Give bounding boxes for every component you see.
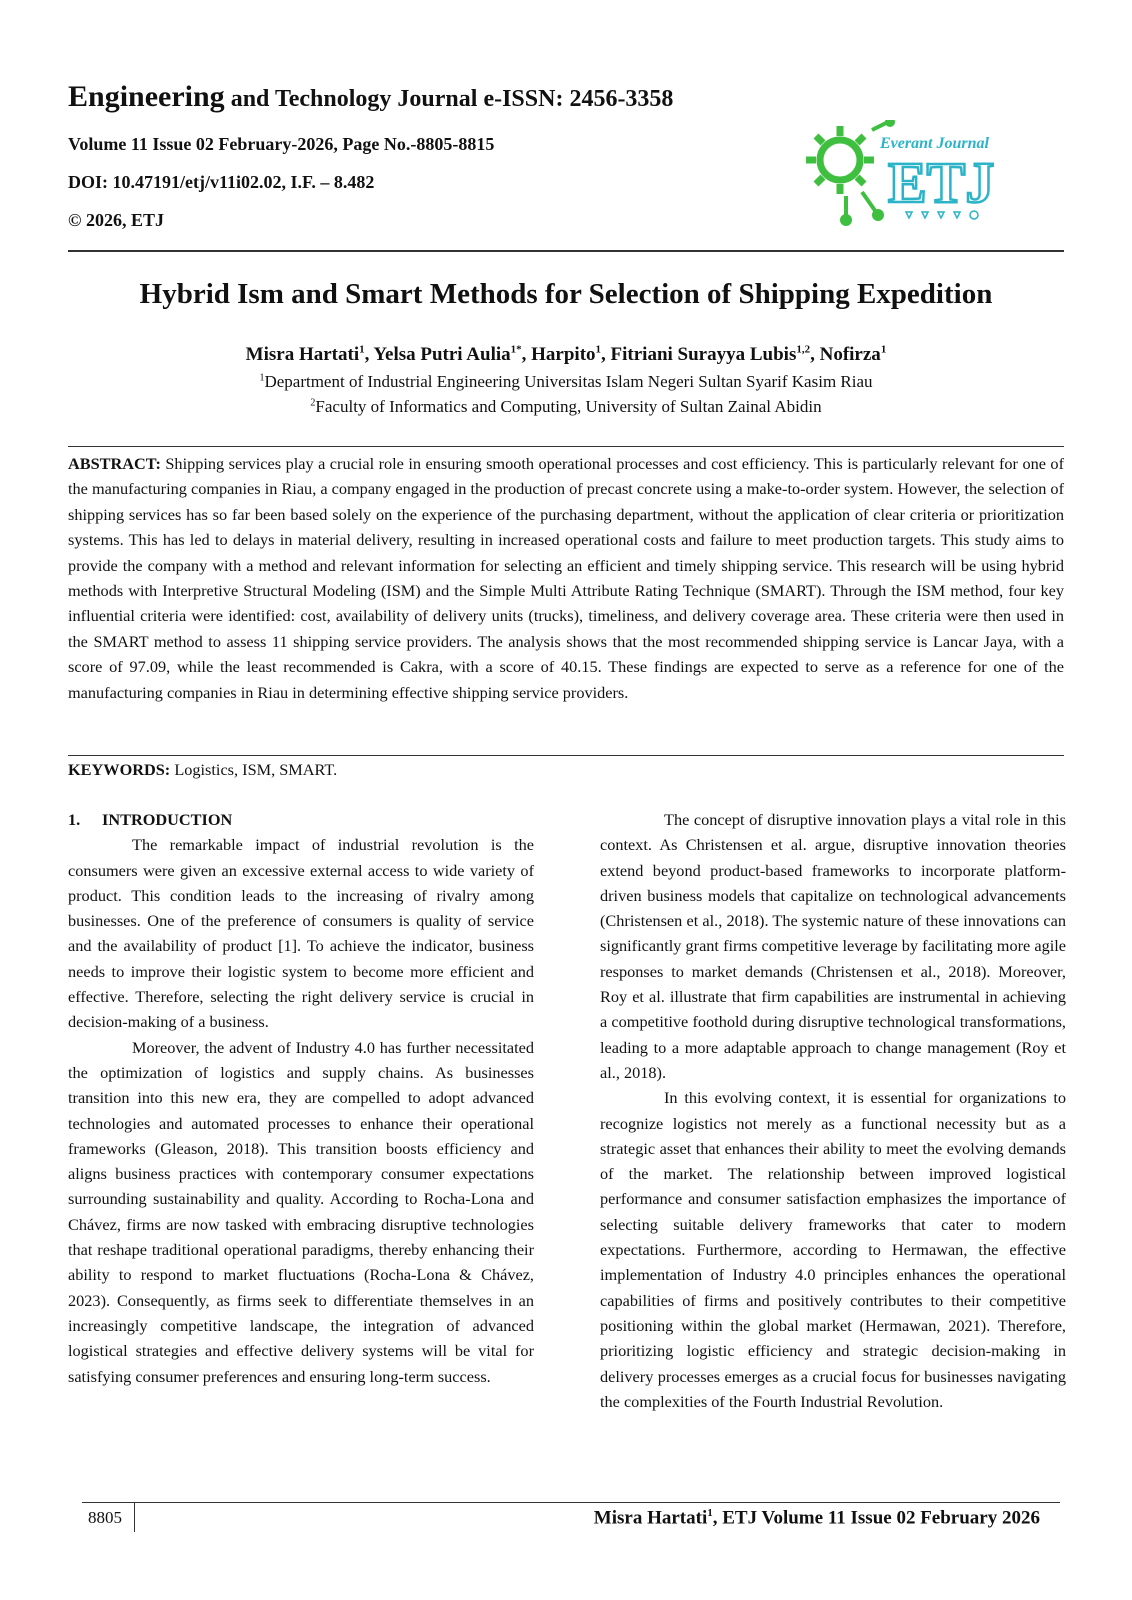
paper-title: Hybrid Ism and Smart Methods for Selection of Shipping Expedition <box>139 278 993 310</box>
logo-main-text: ETJ <box>888 150 995 215</box>
running-footer: Misra Hartati$^1$, ETJ Volume 11 Issue 02 February 2026 <box>593 1507 1040 1529</box>
paragraph-left-2: Moreover, the advent of Industry 4.0 has further necessitated the optimization of logistics and supply chains. As businesses transition into this new era, they are compelled to adopt advanced technologies and automated processes to enhance their operational frameworks (Gleason, 2018). This transition boosts efficiency and aligns business practices with contemporary consumer expectations surrounding sustainability and quality. According to Rocha-Lona and Chávez, firms are now tasked with embracing disruptive technologies that reshape traditional operational paradigms, thereby enhancing their ability to respond to market fluctuations (Rocha-Lona & Chávez, 2023). Consequently, as firms seek to differentiate themselves in an increasingly competitive landscape, the integration of advanced logistical strategies and effective delivery systems will be vital for satisfying consumer preferences and ensuring long-term success. <box>68 1037 534 1386</box>
author-2: Yelsa Putri Aulia$^{1*}$, <box>373 344 532 366</box>
abstract-top-rule <box>68 446 1064 447</box>
paragraph-right-1: The concept of disruptive innovation plays a vital role in this context. As Christensen et al. argue, disruptive innovation theories extend beyond product-based frameworks to incorporate platform-driven business models that capitalize on technological advancements (Christensen et al., 2018). The systemic nature of these innovations can significantly grant firms competitive leverage by facilitating more agile responses to market demands (Christensen et al., 2018). Moreover, Roy et al. illustrate that firm capabilities are instrumental in achieving a competitive foothold during disruptive technological transformations, leading to a more adaptable approach to change management (Roy et al., 2018). <box>600 810 1066 1082</box>
body-column-right <box>600 807 1066 1414</box>
author-4: Fitriani Surayya Lubis$^{1,2}$, <box>610 344 820 366</box>
author-3: Harpito$^1$, <box>531 344 611 366</box>
paragraph-right-2: In this evolving context, it is essential for organizations to recognize logistics not merely as a functional necessity but as a strategic asset that enhances their ability to meet the evolving demands of the market. The relationship between improved logistical performance and consumer satisfaction emphasizes the importance of selecting suitable delivery frameworks that cater to modern expectations. Furthermore, according to Hermawan, the effective implementation of Industry 4.0 principles enhances the operational capabilities of firms and positively contributes to their competitive positioning within the global market (Hermawan, 2021). Therefore, prioritizing logistic efficiency and strategic decision-making in delivery processes emerges as a crucial focus for businesses navigating the complexities of the Fourth Industrial Revolution. <box>600 1088 1066 1411</box>
volume-line: Volume 11 Issue 02 February-2026, Page No.-8805-8815 <box>68 134 495 154</box>
section-number: 1. <box>68 810 81 829</box>
abstract-text: Shipping services play a crucial role in ensuring smooth operational processes and cost efficiency. This is particularly relevant for one of the manufacturing companies in Riau, a company engaged in the production of precast concrete using a make-to-order system. However, the selection of shipping services has so far been based solely on the experience of the purchasing department, without the application of clear criteria or prioritization systems. This has led to delays in material delivery, resulting in increased operational costs and failure to meet production targets. This study aims to provide the company with a method and relevant information for selecting an efficient and timely shipping service. This research will be using hybrid methods with Interpretive Structural Modeling (ISM) and the Simple Multi Attribute Rating Technique (SMART). Through the ISM method, four key influential criteria were identified: cost, availability of delivery units (trucks), timeliness, and delivery coverage area. These criteria were then used in the SMART method to assess 11 shipping service providers. The analysis shows that the most recommended shipping service is Lancar Jaya, with a score of 97.09, while the least recommended is Cakra, with a score of 40.15. These findings are expected to serve as a reference for one of the manufacturing companies in Riau in determining effective shipping service providers. <box>68 454 1064 702</box>
logo-top-text: Everant Journal <box>880 135 989 152</box>
author-list <box>68 344 1064 366</box>
keywords-label: KEYWORDS: <box>68 760 171 779</box>
footer-divider <box>134 1502 135 1532</box>
section-heading <box>68 807 534 832</box>
abstract-label: ABSTRACT: <box>68 454 161 473</box>
author-5: Nofirza$^1$ <box>819 344 887 366</box>
journal-title-engineering: Engineering <box>68 80 225 113</box>
journal-title <box>68 80 673 114</box>
footer-rule <box>82 1502 1060 1503</box>
keywords-text: Logistics, ISM, SMART. <box>174 760 338 779</box>
gear-icon <box>806 126 874 194</box>
copyright-line: © 2026, ETJ <box>68 210 164 230</box>
affiliation-2: $^2$Faculty of Informatics and Computing, University of Sultan Zainal Abidin <box>310 397 822 416</box>
page-number: 8805 <box>88 1508 122 1527</box>
body-column-left <box>68 807 534 1389</box>
section-title: INTRODUCTION <box>102 810 233 829</box>
doi-line: DOI: 10.47191/etj/v11i02.02, I.F. – 8.482 <box>68 172 375 192</box>
author-1: Misra Hartati$^1$, <box>245 344 374 366</box>
journal-title-rest: and Technology Journal e-ISSN: 2456-3358 <box>230 86 674 112</box>
abstract-bottom-rule <box>68 755 1064 756</box>
affiliation-1: $^1$Department of Industrial Engineering Universitas Islam Negeri Sultan Syarif Kasim Riau <box>259 372 873 391</box>
header-rule <box>68 250 1064 252</box>
abstract <box>68 451 1064 705</box>
keywords <box>68 757 1064 782</box>
paragraph-left-1: The remarkable impact of industrial revolution is the consumers were given an excessive external access to wide variety of product. This condition leads to the increasing of rivalry among businesses. One of the preference of consumers is quality of service and the availability of product [1]. To achieve the indicator, business needs to improve their logistic system to become more efficient and effective. Therefore, selecting the right delivery service is crucial in decision-making of a business. <box>68 835 534 1032</box>
etj-logo <box>806 120 1018 230</box>
